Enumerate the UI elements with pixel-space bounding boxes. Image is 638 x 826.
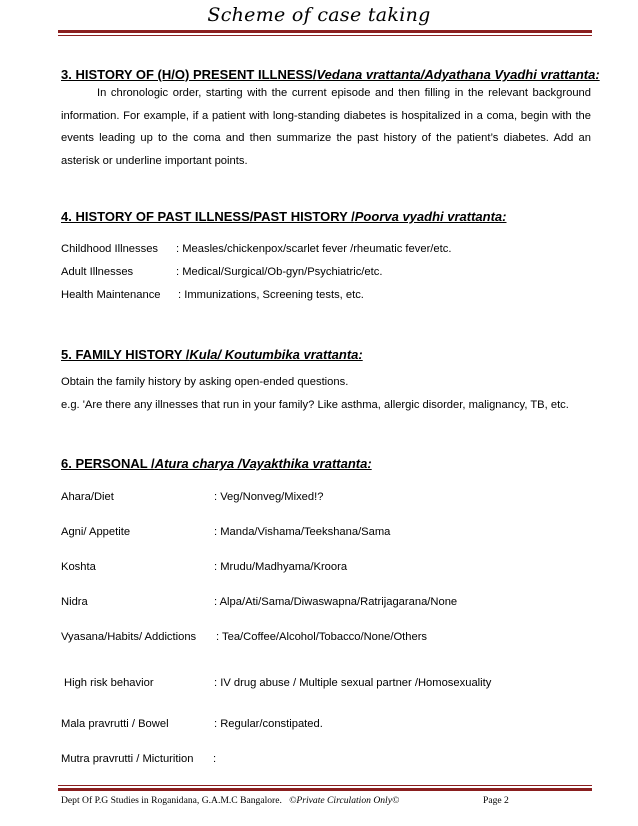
personal-label: Ahara/Diet [61, 491, 114, 503]
section5-heading-prefix: 5. FAMILY HISTORY / [61, 347, 190, 362]
section3-paragraph: In chronologic order, starting with the current episode and then filling in the relevant background information. For example, if a patient with long-standing diabetes is hospitalized in a coma, begin with the events leading up to the coma and then summarize the past history of the patient’s diabetes. Add an asterisk or underline important points. [61, 87, 591, 167]
page-footer [61, 795, 591, 806]
family-history-line1: Obtain the family history by asking open-ended questions. [61, 376, 349, 388]
personal-label: Mutra pravrutti / Micturition [61, 753, 194, 765]
personal-label: Mala pravrutti / Bowel [61, 718, 169, 730]
footer-dept: Dept Of P.G Studies in Roganidana, G.A.M.C Bangalore. [61, 795, 282, 806]
section4-heading-prefix: 4. HISTORY OF PAST ILLNESS/PAST HISTORY / [61, 209, 355, 224]
header-rule-thin [58, 35, 592, 36]
section6-heading-italic: Atura charya /Vayakthika vrattanta: [154, 456, 372, 471]
header-rule [58, 30, 592, 33]
footer-rule-thin [58, 785, 592, 786]
personal-label: Nidra [61, 596, 88, 608]
family-history-line2: e.g. 'Are there any illnesses that run in your family? Like asthma, allergic disorder, malignancy, TB, etc. [61, 399, 569, 411]
personal-value: : IV drug abuse / Multiple sexual partner /Homosexuality [214, 677, 492, 689]
section6-heading-prefix: 6. PERSONAL / [61, 456, 155, 471]
personal-value: : Regular/constipated. [214, 718, 323, 730]
past-history-label: Adult Illnesses [61, 266, 134, 278]
personal-label: High risk behavior [64, 677, 154, 689]
past-history-value: : Measles/chickenpox/scarlet fever /rheumatic fever/etc. [176, 243, 452, 255]
section5-heading-italic: Kula/ Koutumbika vrattanta: [189, 347, 363, 362]
personal-value: : Mrudu/Madhyama/Kroora [214, 561, 348, 573]
personal-value: : Tea/Coffee/Alcohol/Tobacco/None/Others [216, 631, 428, 643]
section4-heading [61, 209, 506, 224]
section3-heading [61, 67, 600, 82]
past-history-label: Childhood Illnesses [61, 243, 159, 255]
personal-label: Agni/ Appetite [61, 526, 131, 538]
personal-label: Koshta [61, 561, 96, 573]
past-history-value: : Medical/Surgical/Ob-gyn/Psychiatric/etc. [176, 266, 383, 278]
section4-heading-italic: Poorva vyadhi vrattanta: [354, 209, 507, 224]
personal-value: : Veg/Nonveg/Mixed!? [214, 491, 324, 503]
personal-value: : Alpa/Ati/Sama/Diwaswapna/Ratrijagarana/None [214, 596, 458, 608]
section3-heading-italic: Vedana vrattanta/Adyathana Vyadhi vrattanta: [316, 67, 600, 82]
section3-heading-prefix: 3. HISTORY OF (H/O) PRESENT ILLNESS/ [61, 67, 317, 82]
section5-heading [61, 347, 363, 362]
header-title: Scheme of case taking [207, 4, 431, 26]
past-history-value: : Immunizations, Screening tests, etc. [178, 289, 364, 301]
footer-rule [58, 788, 592, 791]
personal-value: : Manda/Vishama/Teekshana/Sama [214, 526, 391, 538]
personal-value: : [213, 753, 217, 765]
past-history-label: Health Maintenance [61, 289, 161, 301]
section6-heading [61, 456, 372, 471]
footer-circulation: ©Private Circulation Only© [289, 795, 400, 806]
footer-page-number: Page 2 [483, 795, 509, 806]
personal-label: Vyasana/Habits/ Addictions [61, 631, 197, 643]
